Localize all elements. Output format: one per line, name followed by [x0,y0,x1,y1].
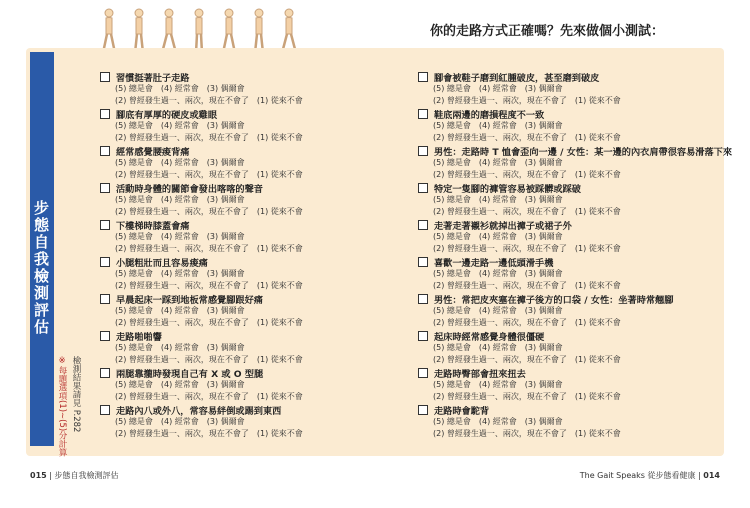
question-item [418,366,738,403]
question-item [100,218,420,255]
checkbox[interactable] [418,257,428,267]
question-item [418,255,738,292]
question-item [100,292,420,329]
checkbox[interactable] [100,72,110,82]
checkbox[interactable] [418,331,428,341]
question-item [418,70,738,107]
question-item [418,144,738,181]
options-line-1: (5) 總是會 (4) 經常會 (3) 偶爾會 [433,121,563,130]
question-text: 走路啪啪響 [116,331,162,343]
question-text: 小腿粗壯而且容易痠痛 [116,257,208,269]
checkbox[interactable] [418,294,428,304]
checkbox[interactable] [100,331,110,341]
options-line-2: (2) 曾經發生過一、兩次，現在不會了 (1) 從來不會 [115,281,303,290]
options-line-1: (5) 總是會 (4) 經常會 (3) 偶爾會 [115,417,245,426]
checkbox[interactable] [100,368,110,378]
question-text: 男性：常把皮夾塞在褲子後方的口袋 / 女性：坐著時常翹腳 [434,294,674,306]
question-item [100,366,420,403]
options-line-1: (5) 總是會 (4) 經常會 (3) 偶爾會 [433,269,563,278]
checkbox[interactable] [418,405,428,415]
checkbox[interactable] [100,109,110,119]
question-item [418,107,738,144]
checkbox[interactable] [418,183,428,193]
question-text: 腳底有厚厚的硬皮或雞眼 [116,109,218,121]
options-line-1: (5) 總是會 (4) 經常會 (3) 偶爾會 [115,343,245,352]
footer-right: The Gait Speaks 從步態看健康 | 014 [579,471,720,480]
question-text: 男性：走路時 T 恤會歪向一邊 / 女性：某一邊的內衣肩帶很容易滑落下來 [434,146,733,158]
options-line-2: (2) 曾經發生過一、兩次，現在不會了 (1) 從來不會 [433,170,621,179]
checkbox[interactable] [100,405,110,415]
checkbox[interactable] [418,72,428,82]
options-line-2: (2) 曾經發生過一、兩次，現在不會了 (1) 從來不會 [433,96,621,105]
question-text: 走著走著襯衫就掉出褲子或裙子外 [434,220,572,232]
question-item [418,181,738,218]
options-line-2: (2) 曾經發生過一、兩次，現在不會了 (1) 從來不會 [115,318,303,327]
options-line-1: (5) 總是會 (4) 經常會 (3) 偶爾會 [433,343,563,352]
checkbox[interactable] [418,368,428,378]
left-question-column [100,70,420,440]
question-text: 腳會被鞋子磨到紅腫破皮，甚至磨到破皮 [434,72,600,84]
options-line-1: (5) 總是會 (4) 經常會 (3) 偶爾會 [433,306,563,315]
options-line-2: (2) 曾經發生過一、兩次，現在不會了 (1) 從來不會 [115,244,303,253]
options-line-2: (2) 曾經發生過一、兩次，現在不會了 (1) 從來不會 [433,281,621,290]
page-headline: 你的走路方式正確嗎？先來做個小測試： [430,24,665,39]
options-line-2: (2) 曾經發生過一、兩次，現在不會了 (1) 從來不會 [433,207,621,216]
question-text: 兩腿靠攏時發現自己有 X 或 O 型腿 [116,368,264,380]
question-item [418,329,738,366]
options-line-2: (2) 曾經發生過一、兩次，現在不會了 (1) 從來不會 [433,244,621,253]
checkbox[interactable] [418,109,428,119]
options-line-1: (5) 總是會 (4) 經常會 (3) 偶爾會 [115,380,245,389]
options-line-2: (2) 曾經發生過一、兩次，現在不會了 (1) 從來不會 [115,355,303,364]
options-line-1: (5) 總是會 (4) 經常會 (3) 偶爾會 [433,195,563,204]
page-number-right: 014 [703,471,720,480]
options-line-1: (5) 總是會 (4) 經常會 (3) 偶爾會 [115,158,245,167]
question-item [100,144,420,181]
checkbox[interactable] [100,146,110,156]
question-item [100,70,420,107]
checkbox[interactable] [100,294,110,304]
question-item [100,107,420,144]
options-line-2: (2) 曾經發生過一、兩次，現在不會了 (1) 從來不會 [115,96,303,105]
options-line-2: (2) 曾經發生過一、兩次，現在不會了 (1) 從來不會 [433,133,621,142]
options-line-1: (5) 總是會 (4) 經常會 (3) 偶爾會 [433,158,563,167]
options-line-2: (2) 曾經發生過一、兩次，現在不會了 (1) 從來不會 [115,429,303,438]
checkbox[interactable] [100,257,110,267]
options-line-2: (2) 曾經發生過一、兩次，現在不會了 (1) 從來不會 [433,318,621,327]
options-line-2: (2) 曾經發生過一、兩次，現在不會了 (1) 從來不會 [115,133,303,142]
options-line-1: (5) 總是會 (4) 經常會 (3) 偶爾會 [115,306,245,315]
question-item [418,403,738,440]
options-line-1: (5) 總是會 (4) 經常會 (3) 偶爾會 [433,380,563,389]
question-text: 活動時身體的關節會發出喀喀的聲音 [116,183,263,195]
results-reference: 檢測結果請見 P.282 [71,356,81,433]
question-text: 走路時臀部會扭來扭去 [434,368,526,380]
question-text: 下樓梯時膝蓋會痛 [116,220,190,232]
options-line-1: (5) 總是會 (4) 經常會 (3) 偶爾會 [115,121,245,130]
question-item [100,329,420,366]
question-text: 走路時會駝背 [434,405,490,417]
options-line-2: (2) 曾經發生過一、兩次，現在不會了 (1) 從來不會 [433,429,621,438]
question-item [100,181,420,218]
footer-right-text: The Gait Speaks 從步態看健康 [579,471,696,480]
question-text: 早晨起床一踩到地板常感覺腳跟好痛 [116,294,263,306]
question-text: 走路內八或外八，常容易絆倒或踢到東西 [116,405,282,417]
question-item [100,255,420,292]
scoring-note: ※每題選項(1)∼(5)分計算 [57,356,67,457]
options-line-1: (5) 總是會 (4) 經常會 (3) 偶爾會 [115,269,245,278]
options-line-1: (5) 總是會 (4) 經常會 (3) 偶爾會 [115,232,245,241]
options-line-1: (5) 總是會 (4) 經常會 (3) 偶爾會 [433,232,563,241]
options-line-2: (2) 曾經發生過一、兩次，現在不會了 (1) 從來不會 [115,170,303,179]
checkbox[interactable] [100,220,110,230]
right-question-column [418,70,738,440]
options-line-2: (2) 曾經發生過一、兩次，現在不會了 (1) 從來不會 [115,207,303,216]
question-text: 經常感覺腰痠背痛 [116,146,190,158]
options-line-2: (2) 曾經發生過一、兩次，現在不會了 (1) 從來不會 [115,392,303,401]
options-line-2: (2) 曾經發生過一、兩次，現在不會了 (1) 從來不會 [433,355,621,364]
options-line-2: (2) 曾經發生過一、兩次，現在不會了 (1) 從來不會 [433,392,621,401]
footer-left-text: 步態自我檢測評估 [54,471,119,480]
question-item [418,292,738,329]
checkbox[interactable] [100,183,110,193]
question-item [100,403,420,440]
checkbox[interactable] [418,220,428,230]
question-text: 特定一隻腳的褲管容易被踩髒或踩破 [434,183,581,195]
options-line-1: (5) 總是會 (4) 經常會 (3) 偶爾會 [433,417,563,426]
footer-left: 015 | 步態自我檢測評估 [30,471,119,480]
question-item [418,218,738,255]
question-text: 起床時經常感覺身體很僵硬 [434,331,545,343]
question-text: 鞋底兩邊的磨損程度不一致 [434,109,545,121]
options-line-1: (5) 總是會 (4) 經常會 (3) 偶爾會 [115,84,245,93]
checkbox[interactable] [418,146,428,156]
options-line-1: (5) 總是會 (4) 經常會 (3) 偶爾會 [433,84,563,93]
question-text: 習慣挺著肚子走路 [116,72,190,84]
page-number-left: 015 [30,471,47,480]
options-line-1: (5) 總是會 (4) 經常會 (3) 偶爾會 [115,195,245,204]
question-text: 喜歡一邊走路一邊低頭滑手機 [434,257,554,269]
side-title: 步態自我檢測評估 [32,200,50,336]
